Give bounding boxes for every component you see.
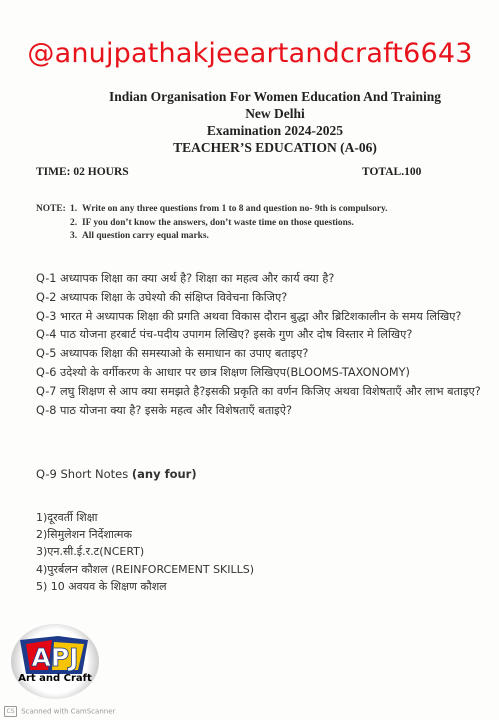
exam-duration: TIME: 02 HOURS: [36, 166, 129, 178]
logo-letters: APJ: [31, 643, 79, 672]
camscanner-watermark: [4, 706, 115, 717]
apj-art-and-craft-logo: [11, 624, 99, 699]
question-2: Q-2 अध्यापक शिक्षा के उघेश्यो की संक्षिप्त विवेचना किजिए?: [36, 290, 288, 304]
total-marks: TOTAL.100: [362, 166, 422, 178]
organisation-name: Indian Organisation For Women Education And Training: [108, 89, 442, 104]
question-5: Q-5 अध्यापक शिक्षा की समस्याओ के समाधान का उपाए बताइए?: [36, 347, 309, 361]
note-text: IF you don’t know the answers, don’t waste time on those questions.: [82, 217, 354, 228]
question-6: Q-6 उदेश्यो के वर्गीकरण के आधार पर छात्र शिक्षण लिखिएप(BLOOMS-TAXONOMY): [36, 365, 410, 379]
short-notes-heading: [36, 467, 197, 481]
question-7: Q-7 लघु शिक्षण से आप क्या समझते है?इसकी प्रकृति का वर्णन किजिए अथवा विशेषताएँ और लाभ बताइए?: [36, 384, 481, 398]
note-row: [36, 217, 476, 231]
note-number: 1.: [70, 204, 78, 214]
short-note-item: 4)पुरर्बलन कौशल (REINFORCEMENT SKILLS): [36, 562, 255, 576]
channel-handle-watermark: @anujpathakjeeartandcraft6643: [27, 38, 473, 69]
note-number: 2.: [70, 217, 78, 228]
note-row: [36, 230, 476, 244]
short-note-item: 2)सिमुलेशन निर्देशात्मक: [36, 528, 132, 542]
question-list: [36, 271, 486, 421]
note-text: All question carry equal marks.: [82, 231, 209, 241]
camscanner-icon: CS: [4, 706, 17, 717]
note-row: [36, 203, 476, 217]
question-4: Q-4 पाठ योजना हरबार्ट पंच-पदीय उपागम लिखिए? इसके गुण और दोष विस्तार मे लिखिए?: [36, 328, 413, 342]
note-label: NOTE:: [36, 204, 66, 214]
logo-caption: Art and Craft: [18, 673, 92, 684]
course-title: TEACHER’S EDUCATION (A-06): [173, 140, 377, 155]
short-notes-list: [36, 509, 254, 595]
paper-header: [60, 88, 490, 156]
city-name: New Delhi: [245, 106, 305, 121]
note-number: 3.: [70, 231, 78, 241]
question-3: Q-3 भारत मे अध्यापक शिक्षा की प्रगति अथवा विकास दौरान बुद्धा और ब्रिटिशकालीन के समय लिखिए?: [36, 309, 462, 323]
question-1: Q-1 अध्यापक शिक्षा का क्या अर्थ है? शिक्षा का महत्व और कार्य क्या है?: [36, 272, 335, 285]
apj-logo-icon: [18, 634, 92, 676]
exam-year: Examination 2024-2025: [206, 123, 344, 138]
camscanner-text: Scanned with CamScanner: [21, 707, 116, 716]
instructions-note: [36, 203, 476, 244]
note-text: Write on any three questions from 1 to 8 and question no- 9th is compulsory.: [82, 204, 388, 214]
short-note-item: 3)एन.सी.ई.र.ट(NCERT): [36, 545, 145, 559]
short-note-item: 1)दूरवर्ती शिक्षा: [36, 511, 98, 524]
short-note-item: 5) 10 अवयव के शिक्षण कौशल: [36, 579, 167, 593]
short-notes-choice: (any four): [131, 467, 197, 481]
short-notes-title: Q-9 Short Notes: [36, 467, 129, 481]
question-8: Q-8 पाठ योजना क्या है? इसके महत्व और विशेषताएँ बताइऐ?: [36, 403, 292, 417]
